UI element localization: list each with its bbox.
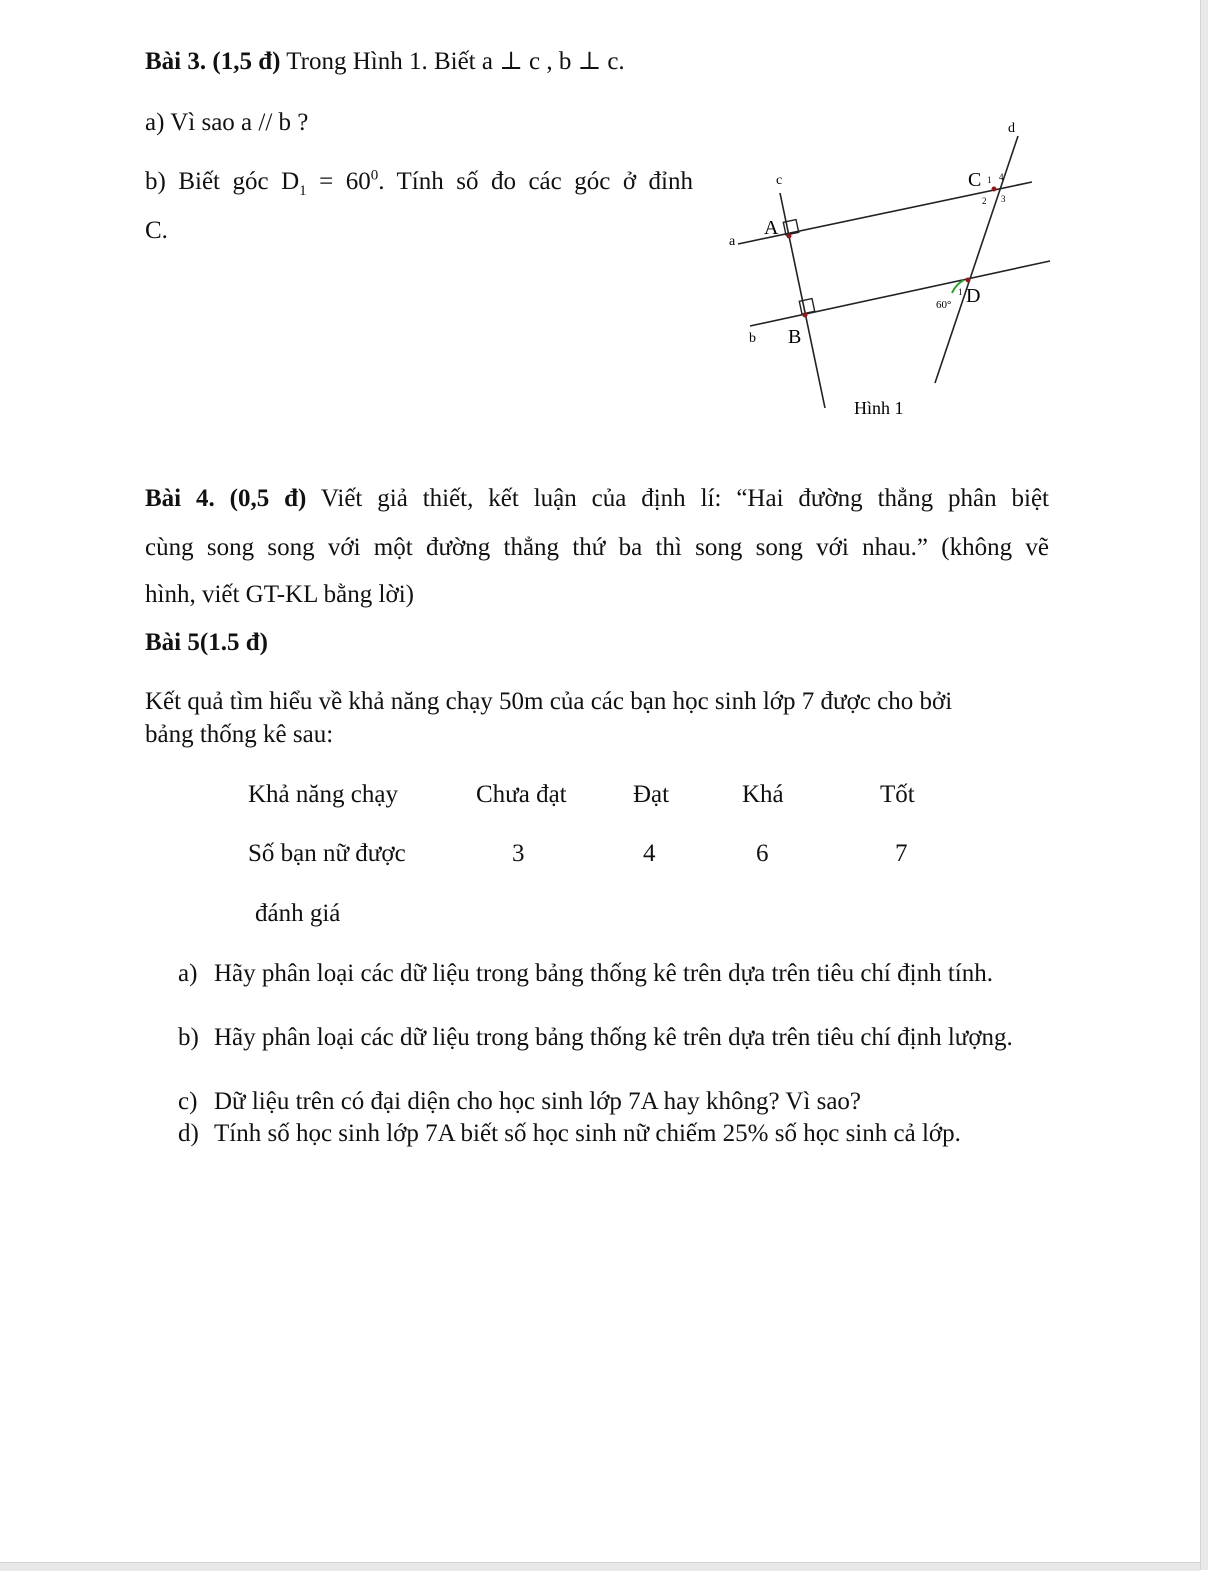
bai3-title: Bài 3. (1,5 đ) [145,48,281,75]
bai3-b-suffix: . Tính số đo các góc ở đỉnh [378,168,694,195]
table-value-cell: 3 [512,840,525,867]
label-d1: 1 [958,287,963,297]
label-c3: 3 [1001,194,1006,204]
table-value-cell: 4 [643,840,656,867]
list-item [178,1119,1058,1149]
bai3-intro: Trong Hình 1. Biết a ⊥ c , b ⊥ c. [280,48,625,75]
bai4-line2: cùng song song với một đường thẳng thứ ba thì song song với nhau.” (không vẽ [145,534,1049,561]
bai4-line1-text: Viết giả thiết, kết luận của định lí: “Hai đường thẳng phân biệt [306,485,1049,512]
list-item-marker: a) [178,960,198,987]
bai3-b-prefix: b) Biết góc D [145,168,300,195]
label-c4: 4 [999,172,1004,182]
table-row-label-cont: đánh giá [255,900,341,927]
list-item-marker: b) [178,1024,199,1051]
bai3-question-b [145,167,693,197]
bai3-b-sub: 1 [299,183,307,199]
list-item-text: Hãy phân loại các dữ liệu trong bảng thống kê trên dựa trên tiêu chí định lượng. [214,1024,1013,1051]
list-item [178,959,1058,1021]
table-header-cell: Khá [742,781,784,808]
list-item-text: Tính số học sinh lớp 7A biết số học sinh nữ chiếm 25% số học sinh cả lớp. [214,1120,961,1147]
point-D [966,278,971,283]
geometry-figure [720,118,1060,428]
label-A: A [764,217,779,239]
label-b: b [749,331,756,346]
label-D: D [966,285,981,307]
label-C: C [968,169,982,191]
label-c1: 1 [987,175,992,185]
line-b [750,261,1050,326]
bai3-heading [145,47,625,77]
bai4-line1 [145,484,1049,514]
bai3-b-sup: 0 [370,167,379,184]
table-header-cell: Đạt [633,781,670,808]
list-item-text: Hãy phân loại các dữ liệu trong bảng thống kê trên dựa trên tiêu chí định tính. [214,960,993,987]
label-d: d [1008,121,1015,136]
label-c: c [776,173,783,188]
table-header-cell: Tốt [880,781,915,808]
bai3-question-a: a) Vì sao a // b ? [145,109,309,136]
label-c2: 2 [982,196,987,206]
list-item-marker: c) [178,1088,198,1115]
point-A [787,234,792,239]
label-a: a [729,234,736,249]
table-value-cell: 6 [756,840,769,867]
list-item [178,1023,1058,1085]
line-a [738,182,1032,244]
table-header-cell: Khả năng chạy [248,781,398,808]
table-row-label: Số bạn nữ được [248,840,406,867]
bai5-intro-line1: Kết quả tìm hiểu về khả năng chạy 50m của các bạn học sinh lớp 7 được cho bởi [145,688,953,715]
figure-svg [720,118,1060,428]
right-angle-B [799,299,814,314]
bai4-line3: hình, viết GT-KL bằng lời) [145,581,414,608]
list-item-text: Dữ liệu trên có đại diện cho học sinh lớp 7A hay không? Vì sao? [214,1088,862,1115]
point-C [992,187,997,192]
table-value-cell: 7 [895,840,908,867]
bai4-title: Bài 4. (0,5 đ) [145,485,307,512]
list-item [178,1087,1058,1117]
label-angle: 60° [936,299,952,311]
table-header-cell: Chưa đạt [476,781,567,808]
bai5-intro-line2: bảng thống kê sau: [145,721,334,748]
point-B [803,313,808,318]
figure-caption: Hình 1 [854,398,904,418]
bai5-title: Bài 5(1.5 đ) [145,629,268,656]
label-B: B [788,326,802,348]
bai3-b-eq: = 60 [306,168,371,195]
bai3-question-b-cont: C. [145,217,168,244]
list-item-marker: d) [178,1120,199,1147]
page-edge-right [1200,0,1208,1570]
